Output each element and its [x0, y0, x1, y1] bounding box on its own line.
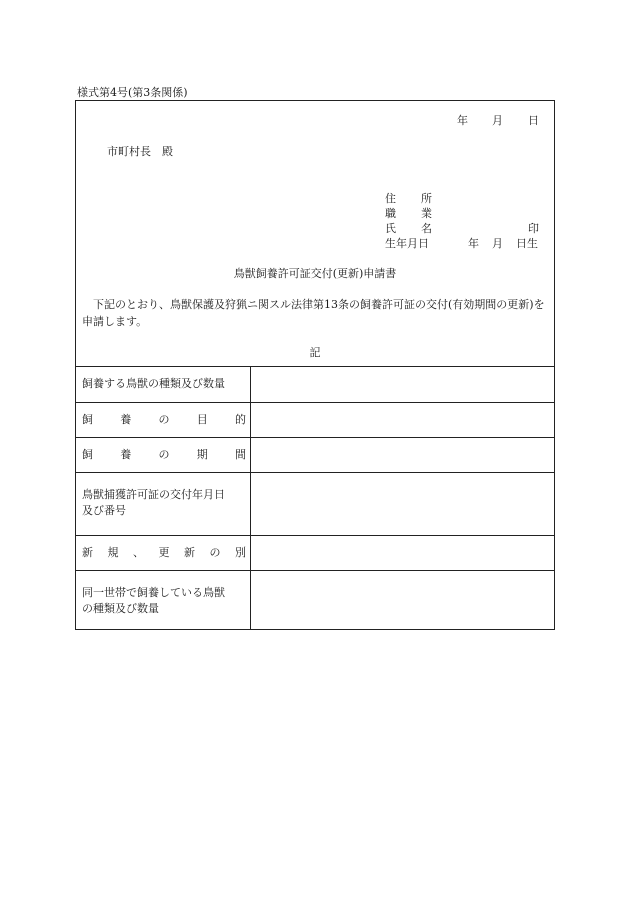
row-label-char: 目 — [196, 413, 208, 426]
date-day-label: 日 — [528, 114, 539, 127]
date-month-label: 月 — [492, 114, 503, 127]
row-label-char: 期 — [196, 448, 208, 461]
birthdate-day-label: 日生 — [516, 237, 538, 250]
row-label-char: 規 — [107, 546, 119, 559]
row-label-char: 更 — [158, 546, 170, 559]
addressee: 市町村長 殿 — [107, 145, 173, 158]
row-label-char: の — [158, 413, 170, 426]
row-label-char: 養 — [120, 413, 132, 426]
row-label-species-quantity: 飼養する鳥獣の種類及び数量 — [82, 377, 225, 390]
birthdate-label: 生年月日 — [385, 237, 429, 250]
birthdate-month-label: 月 — [492, 237, 503, 250]
table-row-divider — [75, 437, 555, 438]
occupation-label-2: 業 — [421, 207, 432, 220]
table-row-divider — [75, 402, 555, 403]
row-label-char: 飼 — [82, 413, 93, 426]
row-label-char: 飼 — [82, 448, 93, 461]
row-label-purpose — [82, 412, 246, 428]
row-label-char: 新 — [82, 546, 93, 559]
row-label-char: 新 — [184, 546, 195, 559]
name-label-2: 名 — [421, 222, 432, 235]
row-label-household-species — [82, 585, 246, 617]
row-label-line: 鳥獣捕獲許可証の交付年月日 — [82, 488, 225, 501]
form-number: 様式第4号(第3条関係) — [77, 86, 188, 99]
row-label-char: 別 — [235, 546, 246, 559]
row-label-char: 、 — [133, 546, 144, 559]
row-label-char: 養 — [120, 448, 132, 461]
row-label-char: 間 — [235, 448, 246, 461]
table-row-divider — [75, 535, 555, 536]
document-title: 鳥獣飼養許可証交付(更新)申請書 — [233, 267, 397, 280]
name-label-1: 氏 — [385, 222, 396, 235]
row-label-line: 及び番号 — [82, 504, 126, 517]
row-label-char: の — [158, 448, 170, 461]
row-label-char: 的 — [235, 413, 246, 426]
address-label-1: 住 — [385, 192, 396, 205]
table-row-divider — [75, 472, 555, 473]
row-label-new-or-renewal — [82, 545, 246, 561]
application-statement: 下記のとおり、鳥獣保護及狩猟ニ関スル法律第13条の飼養許可証の交付(有効期間の更新)を申請します。 — [82, 298, 545, 328]
address-label-2: 所 — [421, 192, 432, 205]
table-top-border — [75, 366, 555, 367]
date-year-label: 年 — [457, 114, 468, 127]
row-label-line: の種類及び数量 — [82, 602, 159, 615]
table-row-divider — [75, 570, 555, 571]
ki-marker: 記 — [309, 346, 321, 359]
row-label-capture-permit — [82, 487, 246, 519]
row-label-char: の — [209, 546, 221, 559]
row-label-line: 同一世帯で飼養している鳥獣 — [82, 586, 225, 599]
seal-mark: 印 — [528, 222, 539, 235]
birthdate-year-label: 年 — [468, 237, 479, 250]
table-column-divider — [250, 366, 251, 630]
occupation-label-1: 職 — [385, 207, 396, 220]
row-label-period — [82, 447, 246, 463]
